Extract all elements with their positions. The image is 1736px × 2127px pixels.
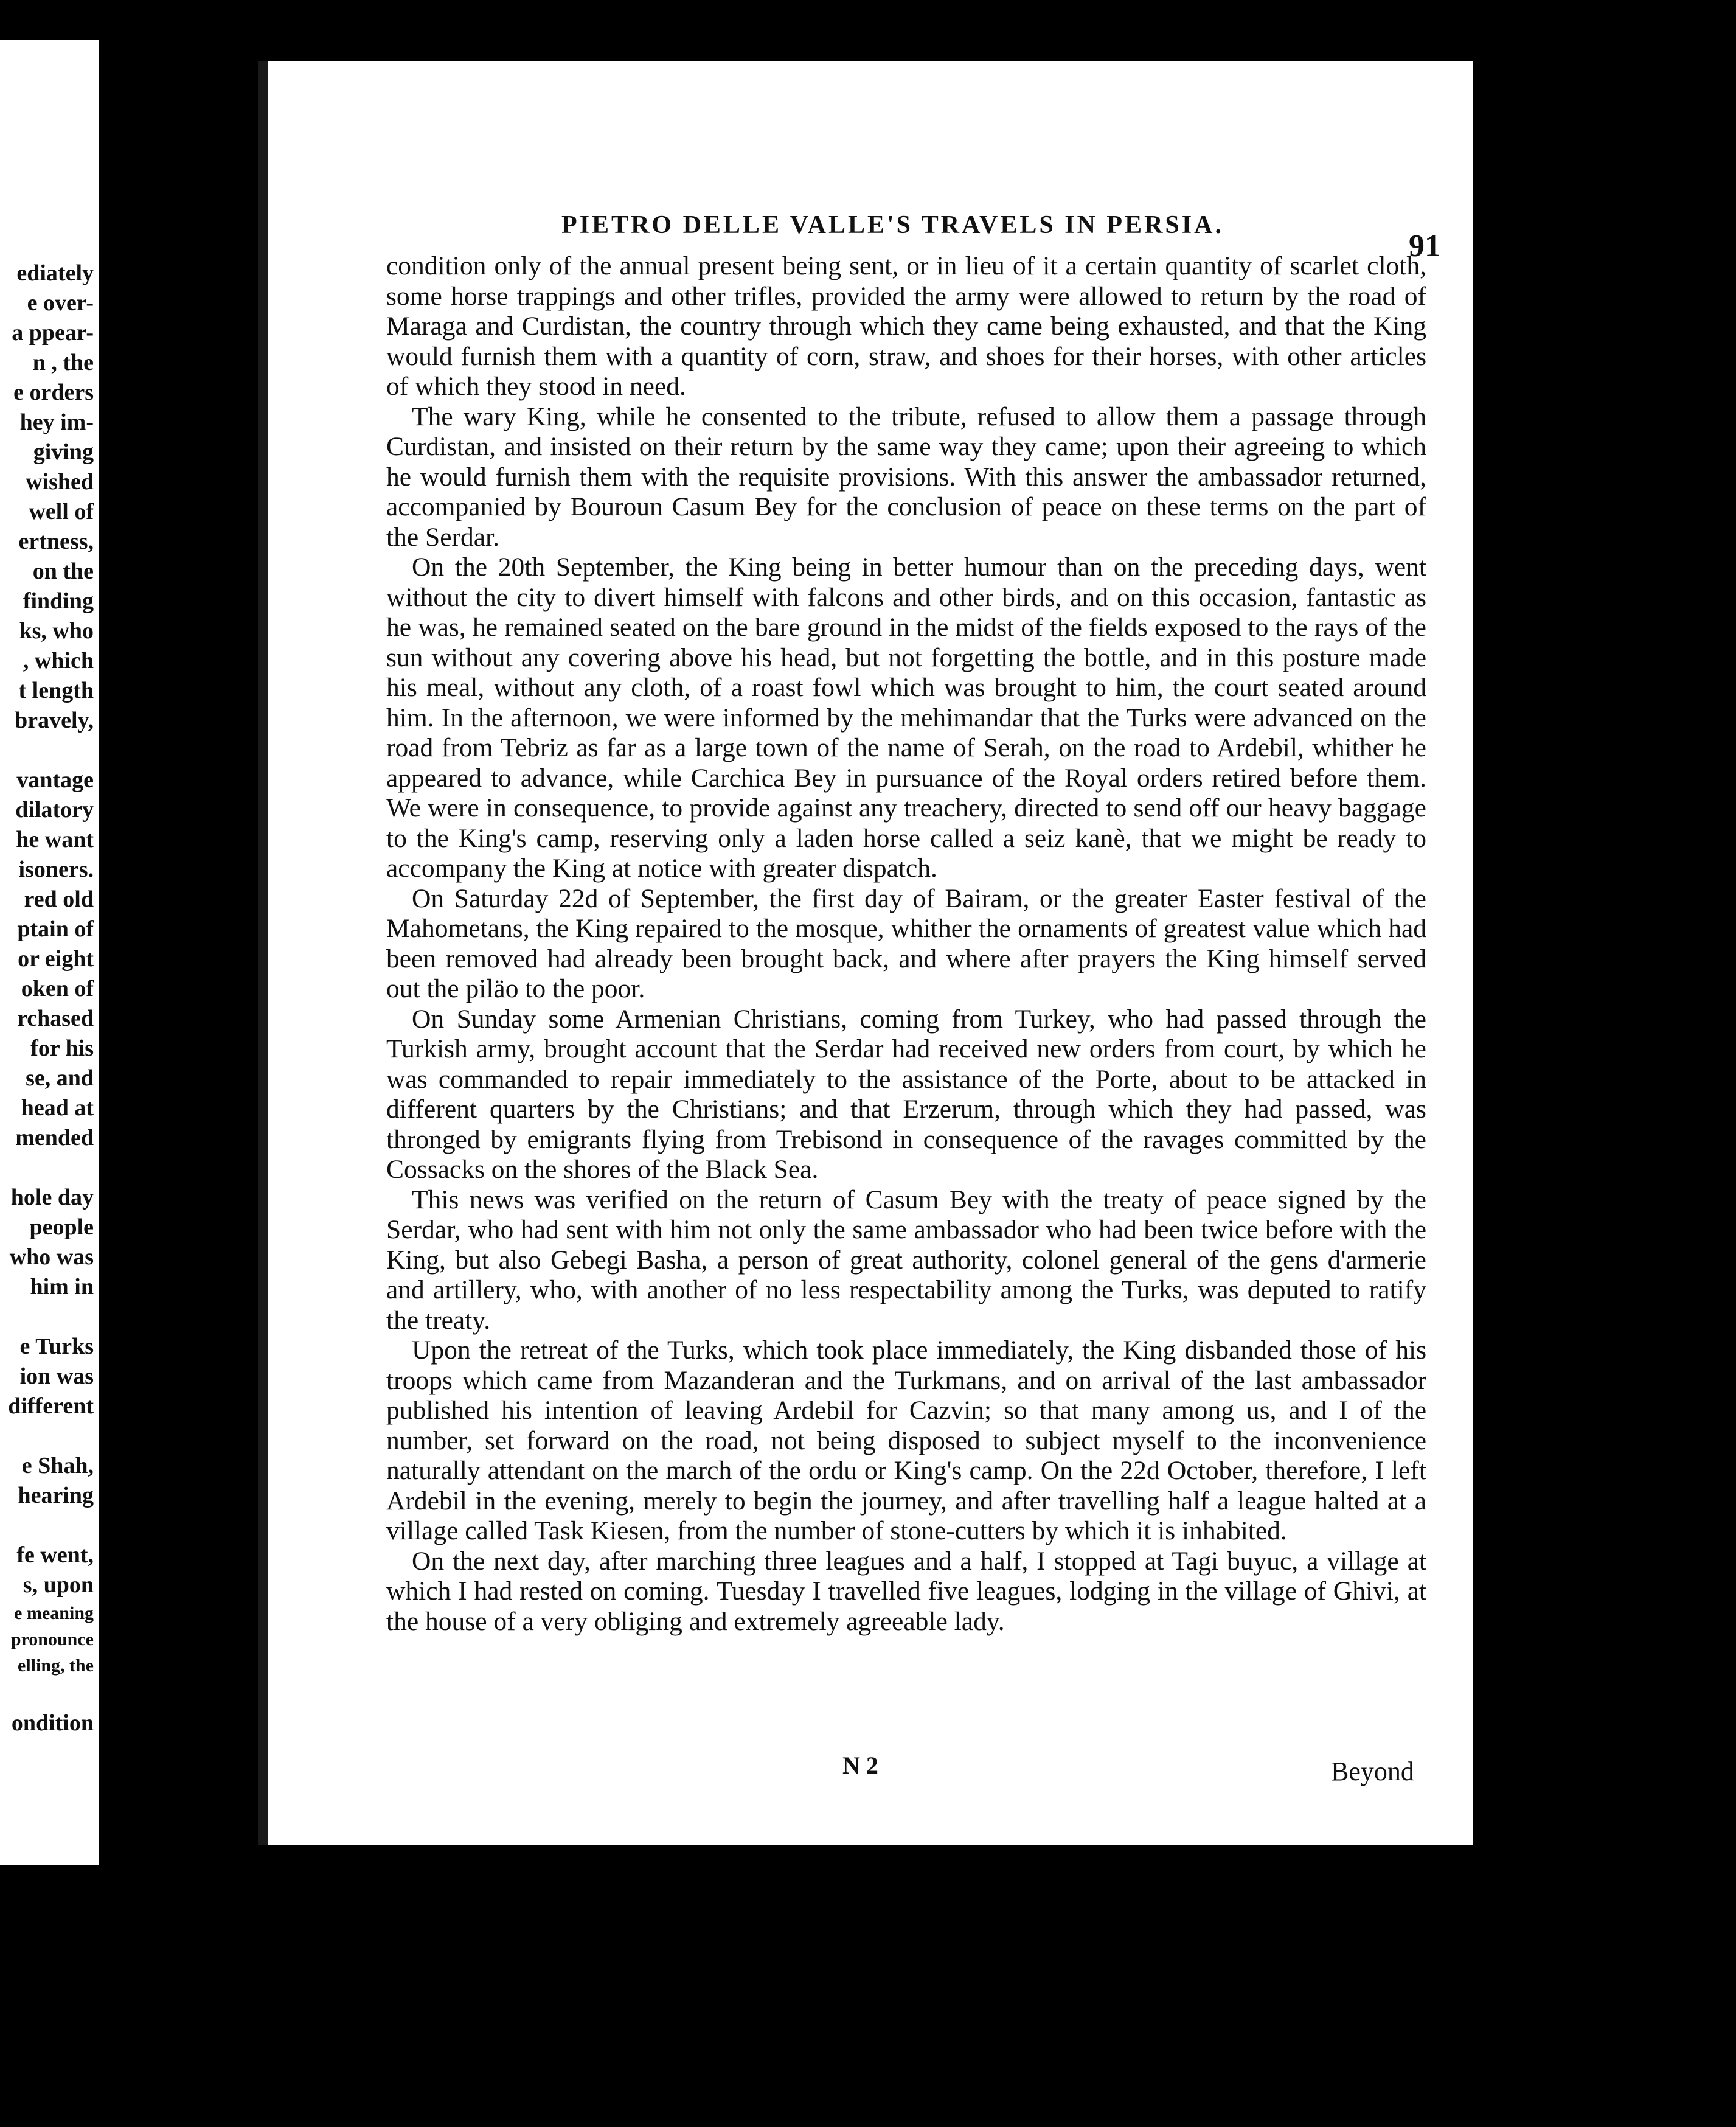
facing-page-line: n , the bbox=[32, 350, 94, 375]
facing-page-line bbox=[2, 1511, 94, 1540]
facing-page-line: who was bbox=[9, 1244, 94, 1270]
facing-page-line: hey im- bbox=[19, 409, 94, 435]
facing-page-line: ediately bbox=[16, 260, 94, 286]
facing-page-line: finding bbox=[23, 588, 94, 614]
facing-page-line bbox=[2, 1679, 94, 1708]
facing-page-line: s, upon bbox=[23, 1572, 94, 1598]
paragraph: On the 20th September, the King being in better humour than on the preceding days, went without the city to divert himself with falcons and other birds, and on this occasion, fantastic as he was, he remained seated on the bare ground in the midst of the fields exposed to the rays of the sun without any covering above his head, but not forgetting the bottle, and in this posture made his meal, without any cloth, of a roast fowl which was brought to him, the court seated around him. In the afternoon, we were informed by the mehimandar that the Turks were advanced on the road from Tebriz as far as a large town of the name of Serah, on the road to Ardebil, whither he appeared to advance, while Carchica Bey in pursuance of the Royal orders retired before them. We were in consequence, to provide against any treachery, directed to send off our heavy baggage to the King's camp, reserving only a laden horse called a seiz kanè, that we might be ready to accompany the King at notice with greater dispatch. bbox=[386, 552, 1426, 883]
facing-page-line: fe went, bbox=[16, 1542, 94, 1568]
facing-page-line: him in bbox=[30, 1274, 94, 1300]
facing-page-line: different bbox=[8, 1393, 94, 1419]
facing-page-line: on the bbox=[32, 559, 94, 584]
paragraph: On Saturday 22d of September, the first day of Bairam, or the greater Easter festival of the Mahometans, the King repaired to the mosque, whither the ornaments of greatest value which had been removed had already been brought back, and where after prayers the King himself served out the piläo to the poor. bbox=[386, 883, 1426, 1003]
facing-page-line: t length bbox=[18, 678, 94, 703]
facing-page-line: ptain of bbox=[17, 916, 94, 942]
signature-mark: N 2 bbox=[842, 1752, 878, 1779]
facing-page-line: red old bbox=[24, 886, 94, 912]
facing-page-line: people bbox=[29, 1214, 94, 1240]
facing-page-line: head at bbox=[21, 1095, 94, 1121]
facing-page-line: e orders bbox=[13, 380, 94, 405]
paragraph: Upon the retreat of the Turks, which took place immediately, the King disbanded those of his troops which came from Mazanderan and the Turkmans, and on arrival of the last ambassador published his intention of leaving Ardebil for Cazvin; so that many among us, and I of the number, set forward on the road, not being disposed to subject myself to the inconvenience naturally attendant on the march of the ordu or King's camp. On the 22d October, therefore, I left Ardebil in the evening, merely to begin the journey, and after travelling half a league halted at a village called Task Kiesen, from the number of stone-cutters by which it is inhabited. bbox=[386, 1335, 1426, 1545]
paragraph: On Sunday some Armenian Christians, coming from Turkey, who had passed through the Turkish army, brought account that the Serdar had received new orders from court, by which he was commanded to repair immediately to the assistance of the Porte, about to be attacked in different quarters by the Christians; and that Erzerum, through which they had passed, was thronged by emigrants flying from Trebisond in consequence of the ravages committed by the Cossacks on the shores of the Black Sea. bbox=[386, 1004, 1426, 1184]
facing-page-line: wished bbox=[26, 469, 94, 495]
facing-page-line: e Turks bbox=[19, 1334, 94, 1359]
facing-page-line: dilatory bbox=[15, 797, 94, 823]
catchword: Beyond bbox=[1331, 1756, 1414, 1786]
facing-page-line: giving bbox=[33, 439, 94, 465]
main-text bbox=[386, 251, 1426, 1637]
facing-page-line: oken of bbox=[21, 976, 94, 1001]
paragraph: On the next day, after marching three leagues and a half, I stopped at Tagi buyuc, a village at which I had rested on coming. Tuesday I travelled five leagues, lodging in the village of Ghivi, at the house of a very obliging and extremely agreeable lady. bbox=[386, 1546, 1426, 1636]
facing-page-line: bravely, bbox=[15, 708, 94, 733]
page-edge-shadow bbox=[258, 61, 268, 1845]
facing-page-line: mended bbox=[15, 1125, 94, 1151]
facing-page-line: well of bbox=[29, 499, 94, 524]
facing-page-line: hole day bbox=[10, 1185, 94, 1210]
paragraph: condition only of the annual present being sent, or in lieu of it a certain quantity of scarlet cloth, some horse trappings and other trifles, provided the army were allowed to return by the road of Maraga and Curdistan, the country through which they came being exhausted, and that the King would furnish them with a quantity of corn, straw, and shoes for their horses, with other articles of which they stood in need. bbox=[386, 251, 1426, 401]
facing-page-line: he want bbox=[16, 827, 94, 852]
facing-page-line: isoners. bbox=[18, 857, 94, 882]
facing-page-line: elling, the bbox=[18, 1655, 94, 1676]
facing-page-line: se, and bbox=[26, 1065, 94, 1091]
facing-page-fragment bbox=[0, 40, 99, 1865]
facing-page-line: ks, who bbox=[19, 618, 94, 644]
running-header: PIETRO DELLE VALLE'S TRAVELS IN PERSIA. bbox=[561, 211, 1224, 239]
facing-page-line bbox=[2, 1421, 94, 1451]
facing-page-line: , which bbox=[23, 648, 94, 674]
facing-page-line: for his bbox=[30, 1036, 94, 1061]
paragraph: The wary King, while he consented to the tribute, refused to allow them a passage through Curdistan, and insisted on their return by the same way they came; upon their agreeing to which he would furnish them with the requisite provisions. With this answer the ambassador returned, accompanied by Bouroun Casum Bey for the conclusion of peace on these terms on the part of the Serdar. bbox=[386, 402, 1426, 552]
facing-page-line: e meaning bbox=[14, 1603, 94, 1623]
paragraph: This news was verified on the return of Casum Bey with the treaty of peace signed by the Serdar, who had sent with him not only the same ambassador who had been twice before with the King, but also Gebegi Basha, a person of great authority, colonel general of the gens d'armerie and artillery, who, with another of no less respectability among the Turks, was deputed to ratify the treaty. bbox=[386, 1185, 1426, 1335]
facing-page-text bbox=[2, 259, 94, 1738]
facing-page-line bbox=[2, 1302, 94, 1332]
facing-page-line: ion was bbox=[19, 1363, 94, 1389]
facing-page-line: hearing bbox=[18, 1483, 94, 1508]
facing-page-line bbox=[2, 1153, 94, 1183]
facing-page-line: vantage bbox=[16, 767, 94, 793]
facing-page-line: e Shah, bbox=[21, 1453, 94, 1478]
facing-page-line bbox=[2, 736, 94, 765]
facing-page-line: rchased bbox=[17, 1006, 94, 1031]
facing-page-line: e over- bbox=[27, 290, 94, 316]
page-number: 91 bbox=[1409, 229, 1440, 263]
facing-page-line: or eight bbox=[18, 946, 94, 972]
facing-page-line: a ppear- bbox=[12, 320, 94, 346]
facing-page-line: ondition bbox=[11, 1710, 94, 1736]
facing-page-line: pronounce bbox=[10, 1629, 94, 1649]
facing-page-line: ertness, bbox=[18, 529, 94, 554]
